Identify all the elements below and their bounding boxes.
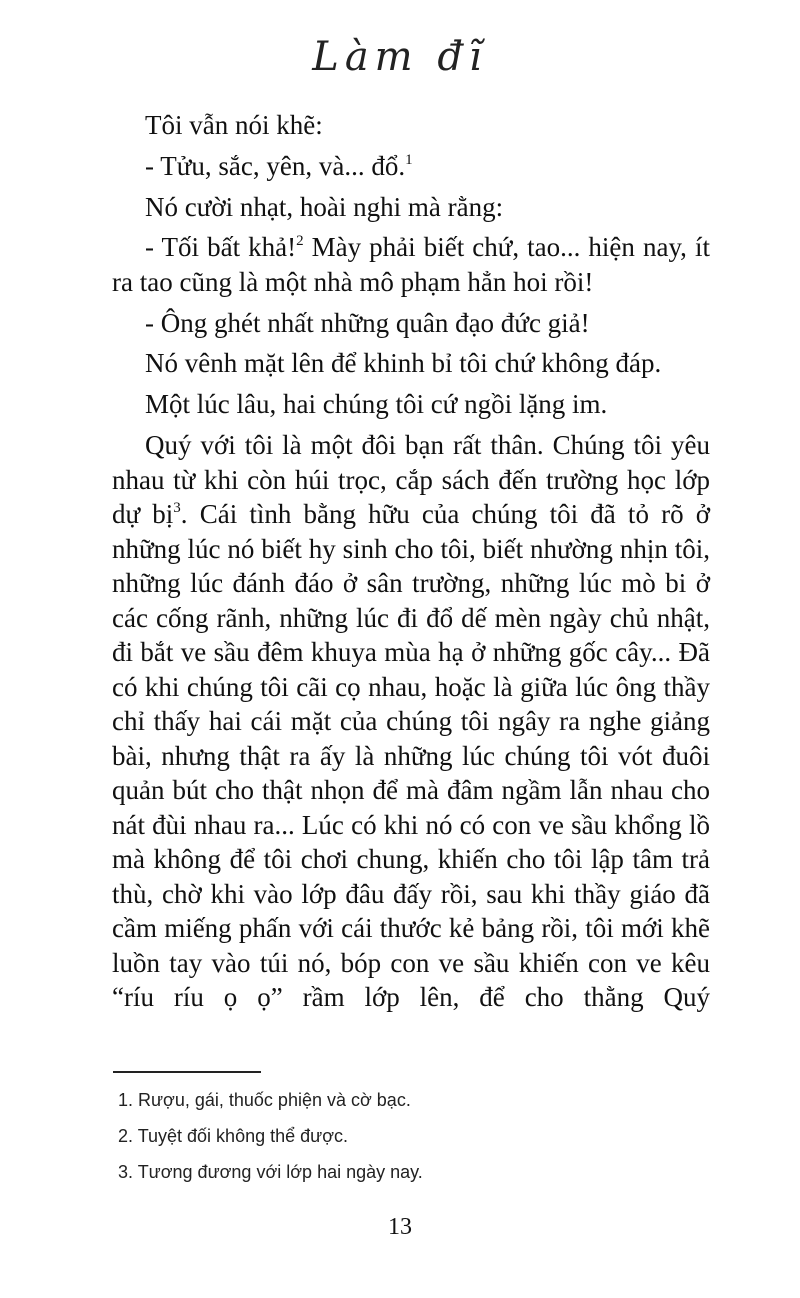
dialogue-line-7: Một lúc lâu, hai chúng tôi cứ ngồi lặng im. [145,389,608,420]
body-text [112,108,710,1015]
footnote-divider [113,1071,261,1073]
dialogue-line-5: - Ông ghét nhất những quân đạo đức giả! [145,307,590,338]
footnote-2: 2. Tuyệt đối không thể được. [118,1126,348,1146]
footnote-1: 1. Rượu, gái, thuốc phiện và cờ bạc. [118,1090,411,1110]
main-paragraph: Quý với tôi là một đôi bạn rất thân. Chúng tôi yêu nhau từ khi còn húi trọc, cắp sách đến trường học lớp dự bị$^3$. Cái tình bằng hữu của chúng tôi đã tỏ rõ ở những lúc nó biết hy sinh cho tôi, biết nhường nhịn tôi, những lúc đánh đáo ở sân trường, những lúc mò bi ở các cống rãnh, những lúc đi đổ dế mèn ngày chủ nhật, đi bắt ve sầu đêm khuya mùa hạ ở những gốc cây... Đã có khi chúng tôi cãi cọ nhau, hoặc là giữa lúc ông thầy chỉ thấy hai cái mặt của chúng tôi ngây ra nghe giảng bài, nhưng thật ra ấy là những lúc chúng tôi vót đuôi quản bút cho thật nhọn để mà đâm ngầm lẫn nhau cho nát đùi nhau ra... Lúc có khi nó có con ve sầu khổng lồ mà không để tôi chơi chung, khiến cho tôi lập tâm trả thù, chờ khi vào lớp đâu đấy rồi, sau khi thầy giáo đã cầm miếng phấn với cái thước kẻ bảng rồi, tôi mới khẽ luồn tay vào túi nó, bóp con ve sầu khiến con ve kêu “ríu ríu ọ ọ” rầm lớp lên, để cho thằng Quý [112,430,711,1013]
footnote-ref-3: 3 [173,500,181,517]
footnote-ref-1: 1 [405,151,413,168]
dialogue-line-1: Tôi vẫn nói khẽ: [145,110,323,140]
dialogue-line-6: Nó vênh mặt lên để khinh bỉ tôi chứ không đáp. [145,348,662,379]
dialogue-line-4: - Tối bất khả!$^2$ Mày phải biết chứ, tao... hiện nay, ít ra tao cũng là một nhà mô phạm hẳn hoi rồi! [112,232,710,297]
page-number: 13 [388,1214,412,1240]
dialogue-line-3: Nó cười nhạt, hoài nghi mà rằng: [145,191,504,222]
footnote-3: 3. Tương đương với lớp hai ngày nay. [118,1162,423,1182]
dialogue-line-2: - Tửu, sắc, yên, và... đổ.$^1$ [145,150,413,181]
footnotes [118,1082,638,1190]
footnote-ref-2: 2 [296,233,304,250]
running-header: Làm đĩ [312,34,488,80]
